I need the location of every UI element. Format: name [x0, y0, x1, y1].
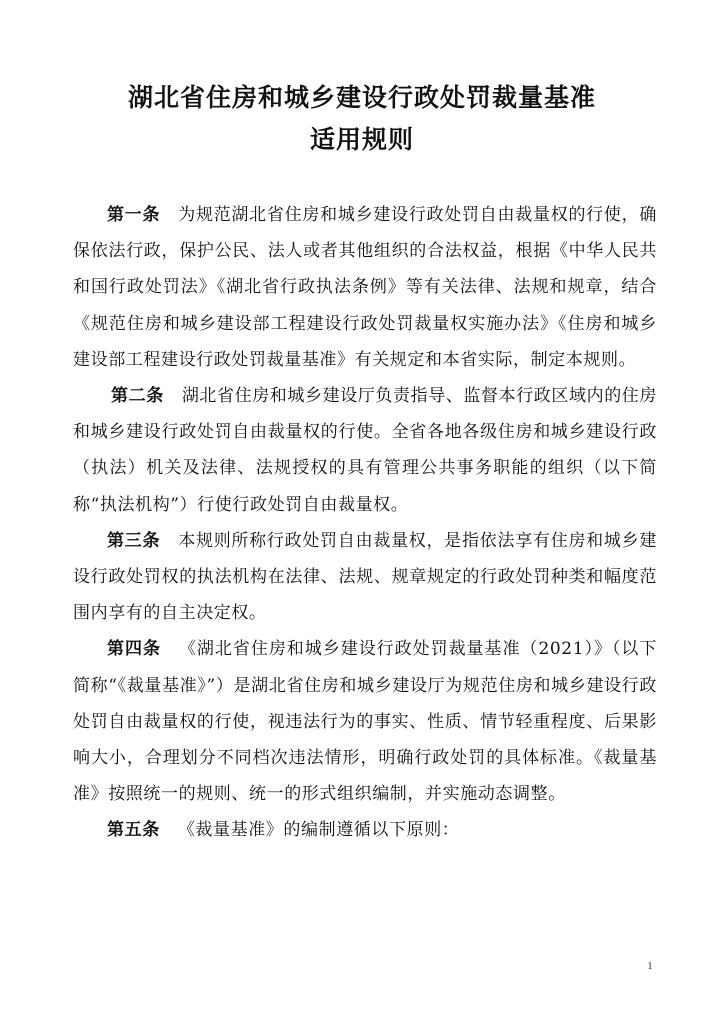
article-3: [73, 523, 657, 632]
article-label: 第五条: [107, 820, 160, 841]
article-1: [73, 197, 657, 378]
article-text: 湖北省住房和城乡建设厅负责指导、监督本行政区域内的住房和城乡建设行政处罚自由裁量权的行使。全省各地各级住房和城乡建设行政（执法）机关及法律、法规授权的具有管理公共事务职能的组织（以下简称“执法机构”）行使行政处罚自由裁量权。: [73, 386, 658, 515]
article-label: 第三条: [107, 530, 161, 551]
page-number: 1: [647, 960, 653, 972]
article-4: [73, 631, 657, 812]
article-label: 第一条: [107, 205, 161, 225]
article-text: 本规则所称行政处罚自由裁量权，是指依法享有住房和城乡建设行政处罚权的执法机构在法律、法规、规章规定的行政处罚种类和幅度范围内享有的自主决定权。: [73, 530, 657, 624]
article-5: [73, 812, 657, 848]
article-label: 第四条: [107, 639, 161, 660]
article-text: 《湖北省住房和城乡建设行政处罚裁量基准（2021）》（以下简称“《裁量基准》”）是湖北省住房和城乡建设厅为规范住房和城乡建设行政处罚自由裁量权的行使，视违法行为的事实、性质、情节轻重程度、后果影响大小，合理划分不同档次违法情形，明确行政处罚的具体标准。《裁量基准》按照统一的规则、统一的形式组织编制，并实施动态调整。: [73, 639, 657, 805]
article-2: [73, 378, 657, 523]
document-body: [73, 197, 657, 849]
article-label: 第二条: [111, 386, 164, 407]
document-title-line-2: 适用规则: [309, 125, 414, 154]
document-title-line-1: 湖北省住房和城乡建设行政处罚裁量基准: [127, 83, 596, 112]
article-text: 为规范湖北省住房和城乡建设行政处罚自由裁量权的行使，确保依法行政，保护公民、法人或者其他组织的合法权益，根据《中华人民共和国行政处罚法》《湖北省行政执法条例》等有关法律、法规和规章，结合《规范住房和城乡建设部工程建设行政处罚裁量权实施办法》《住房和城乡建设部工程建设行政处罚裁量基准》有关规定和本省实际，制定本规则。: [73, 205, 657, 370]
article-text: 《裁量基准》的编制遵循以下原则：: [177, 820, 460, 841]
